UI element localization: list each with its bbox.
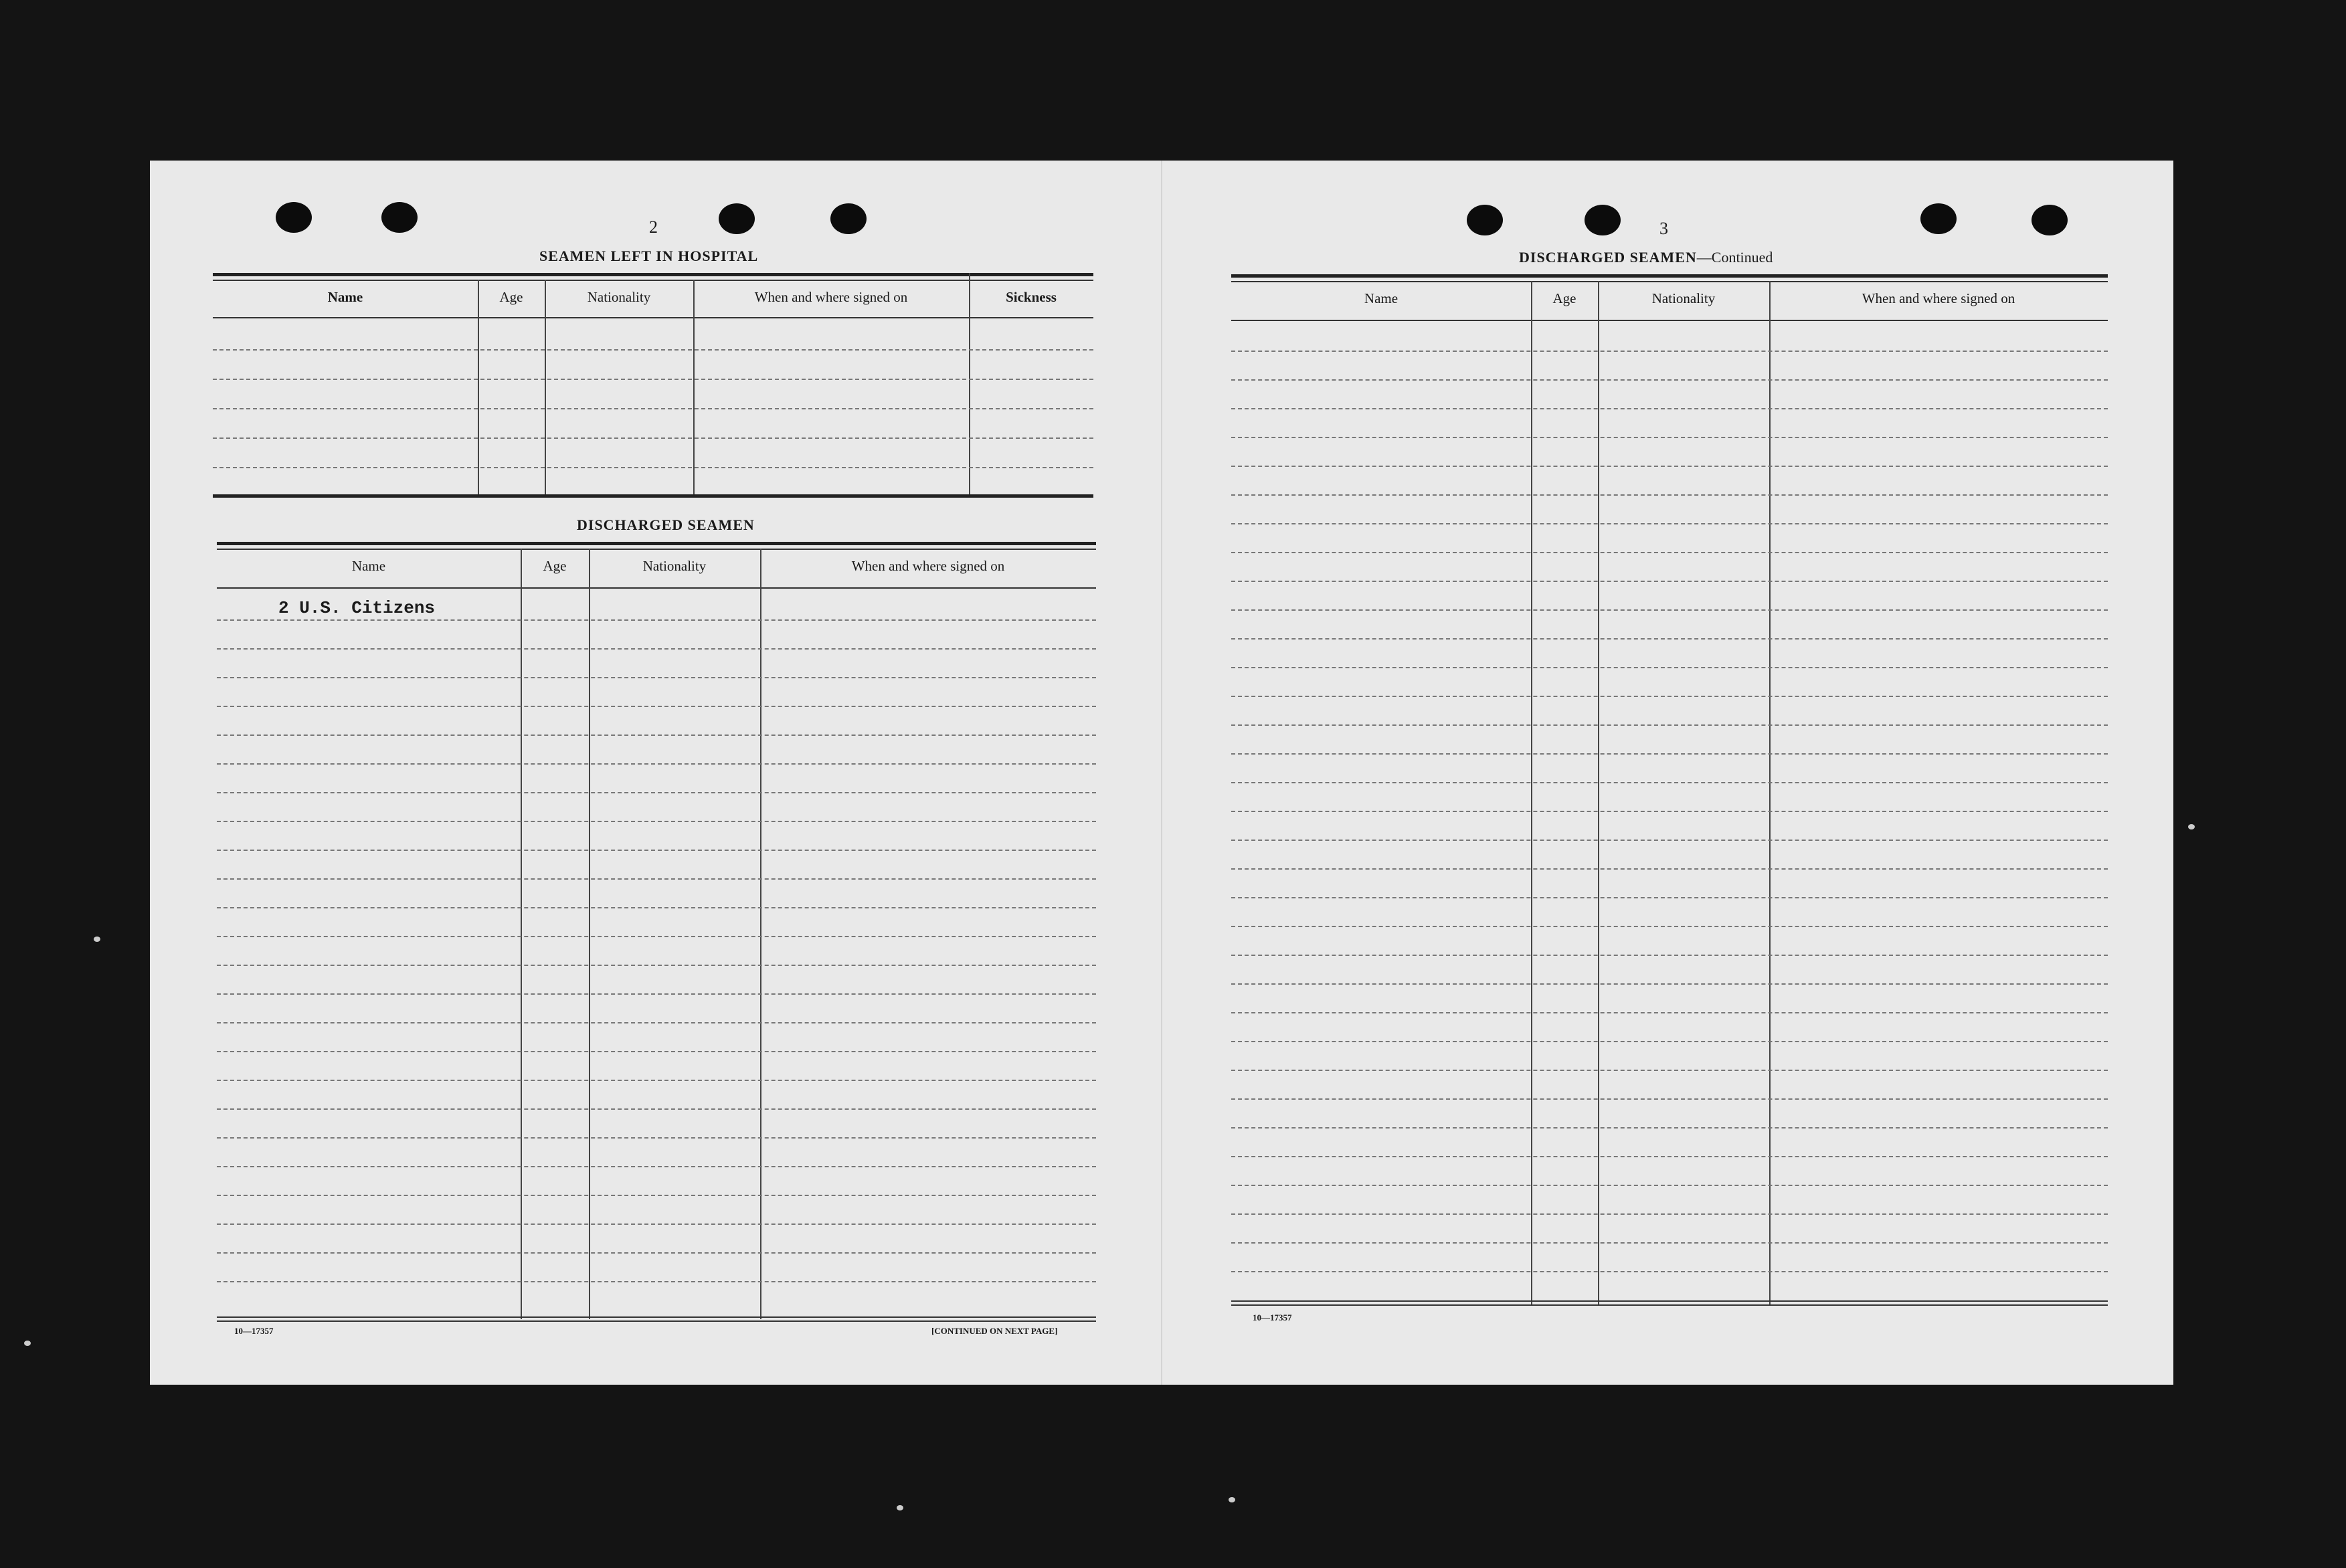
discharged-table-top-rule (217, 542, 1096, 545)
table-row (217, 936, 1096, 937)
punch-hole (1585, 205, 1621, 235)
table-row (1231, 811, 2108, 812)
table-row (217, 1137, 1096, 1139)
scan-speck (94, 937, 100, 942)
punch-hole (2032, 205, 2068, 235)
discharged-col-divider (760, 549, 761, 1319)
right-table-top-rule (1231, 274, 2108, 278)
table-row (217, 821, 1096, 822)
scan-speck (24, 1341, 31, 1346)
discharged-col-divider (589, 549, 590, 1319)
table-row (1231, 1041, 2108, 1042)
table-row (217, 1281, 1096, 1282)
right-col-divider (1531, 281, 1532, 1306)
discharged-col-divider (521, 549, 522, 1319)
table-row (213, 467, 1093, 468)
right-col-age: Age (1552, 290, 1576, 306)
table-row (217, 1252, 1096, 1254)
table-row (217, 734, 1096, 736)
table-row (1231, 609, 2108, 611)
table-row (213, 408, 1093, 409)
table-row (217, 1080, 1096, 1081)
hospital-table-bottom-rule (213, 494, 1093, 498)
table-row (217, 677, 1096, 678)
hospital-header-rule (213, 317, 1093, 318)
punch-hole (830, 203, 867, 234)
table-row (217, 706, 1096, 707)
table-row (217, 1051, 1096, 1052)
hospital-col-nationality: Nationality (587, 289, 651, 305)
discharged-table-bottom-rule (217, 1316, 1096, 1318)
table-row (1231, 868, 2108, 870)
left-form-number: 10—17357 (234, 1326, 274, 1336)
table-row (1231, 897, 2108, 898)
table-row (1231, 523, 2108, 524)
table-row (1231, 581, 2108, 582)
hospital-col-divider (693, 280, 695, 496)
discharged-table-bottom-rule-2 (217, 1320, 1096, 1322)
table-row (1231, 667, 2108, 668)
center-fold (1161, 161, 1162, 1385)
table-row (1231, 955, 2108, 956)
hospital-col-divider (478, 280, 479, 496)
table-row (217, 878, 1096, 880)
right-title-suffix: —Continued (1696, 249, 1773, 266)
table-row (217, 619, 1096, 621)
right-form-number: 10—17357 (1253, 1312, 1292, 1322)
table-row (217, 1166, 1096, 1167)
right-col-divider (1598, 281, 1599, 1306)
table-row (1231, 1012, 2108, 1013)
table-row (1231, 696, 2108, 697)
table-row (1231, 638, 2108, 640)
table-row (1231, 840, 2108, 841)
table-row (217, 1223, 1096, 1225)
discharged-col-name: Name (351, 558, 386, 574)
table-row (1231, 983, 2108, 985)
discharged-col-age: Age (543, 558, 567, 574)
hospital-section-title: SEAMEN LEFT IN HOSPITAL (539, 248, 759, 264)
table-row (1231, 1213, 2108, 1215)
table-row (1231, 1098, 2108, 1100)
hospital-table-top-rule (213, 273, 1093, 276)
table-row (1231, 466, 2108, 467)
scan-speck (897, 1505, 903, 1510)
right-col-name: Name (1364, 290, 1398, 306)
table-row (213, 437, 1093, 439)
table-row (1231, 1271, 2108, 1272)
table-row (213, 379, 1093, 380)
table-row (1231, 1185, 2108, 1186)
punch-hole (276, 202, 312, 233)
table-row (217, 792, 1096, 793)
table-row (1231, 408, 2108, 409)
table-row (1231, 1127, 2108, 1129)
table-row (217, 993, 1096, 995)
right-table-bottom-rule (1231, 1300, 2108, 1302)
right-section-title (1519, 249, 1773, 266)
table-row (1231, 379, 2108, 381)
punch-hole (1467, 205, 1503, 235)
right-table-top-rule-thin (1231, 281, 2108, 282)
right-page-number: 3 (1659, 219, 1668, 238)
punch-hole (719, 203, 755, 234)
hospital-col-sickness: Sickness (1006, 289, 1057, 305)
scan-speck (2188, 824, 2195, 829)
table-row (1231, 552, 2108, 553)
discharged-col-signed-on: When and where signed on (851, 558, 1005, 574)
hospital-col-signed-on: When and where signed on (754, 289, 908, 305)
hospital-col-name: Name (327, 289, 363, 305)
right-col-divider (1769, 281, 1771, 1306)
hospital-table-top-rule-thin (213, 280, 1093, 281)
discharged-entry-name: 2 U.S. Citizens (278, 598, 436, 618)
scan-speck (1229, 1497, 1235, 1502)
table-row (1231, 724, 2108, 726)
table-row (1231, 437, 2108, 438)
table-row (217, 763, 1096, 765)
punch-hole (1920, 203, 1957, 234)
table-row (213, 349, 1093, 351)
hospital-col-divider (969, 273, 970, 496)
table-row (217, 965, 1096, 966)
table-row (1231, 1156, 2108, 1157)
table-row (217, 907, 1096, 908)
right-table-bottom-rule-2 (1231, 1304, 2108, 1306)
right-title-main: DISCHARGED SEAMEN (1519, 249, 1697, 266)
table-row (1231, 753, 2108, 755)
table-row (1231, 1070, 2108, 1071)
table-row (217, 1195, 1096, 1196)
discharged-section-title: DISCHARGED SEAMEN (577, 516, 755, 533)
discharged-col-nationality: Nationality (642, 558, 707, 574)
right-header-rule (1231, 320, 2108, 321)
discharged-table-top-rule-thin (217, 549, 1096, 550)
table-row (1231, 926, 2108, 927)
table-row (217, 648, 1096, 650)
table-row (217, 1022, 1096, 1023)
table-row (217, 1108, 1096, 1110)
table-row (217, 850, 1096, 851)
discharged-header-rule (217, 587, 1096, 589)
hospital-col-divider (545, 280, 546, 496)
right-col-nationality: Nationality (1651, 290, 1716, 306)
punch-hole (381, 202, 418, 233)
table-row (1231, 494, 2108, 496)
table-row (1231, 351, 2108, 352)
table-row (1231, 782, 2108, 783)
hospital-col-age: Age (499, 289, 523, 305)
right-col-signed-on: When and where signed on (1862, 290, 2015, 306)
table-row (1231, 1242, 2108, 1244)
continued-note: [CONTINUED ON NEXT PAGE] (931, 1326, 1058, 1336)
left-page-number: 2 (649, 217, 658, 237)
